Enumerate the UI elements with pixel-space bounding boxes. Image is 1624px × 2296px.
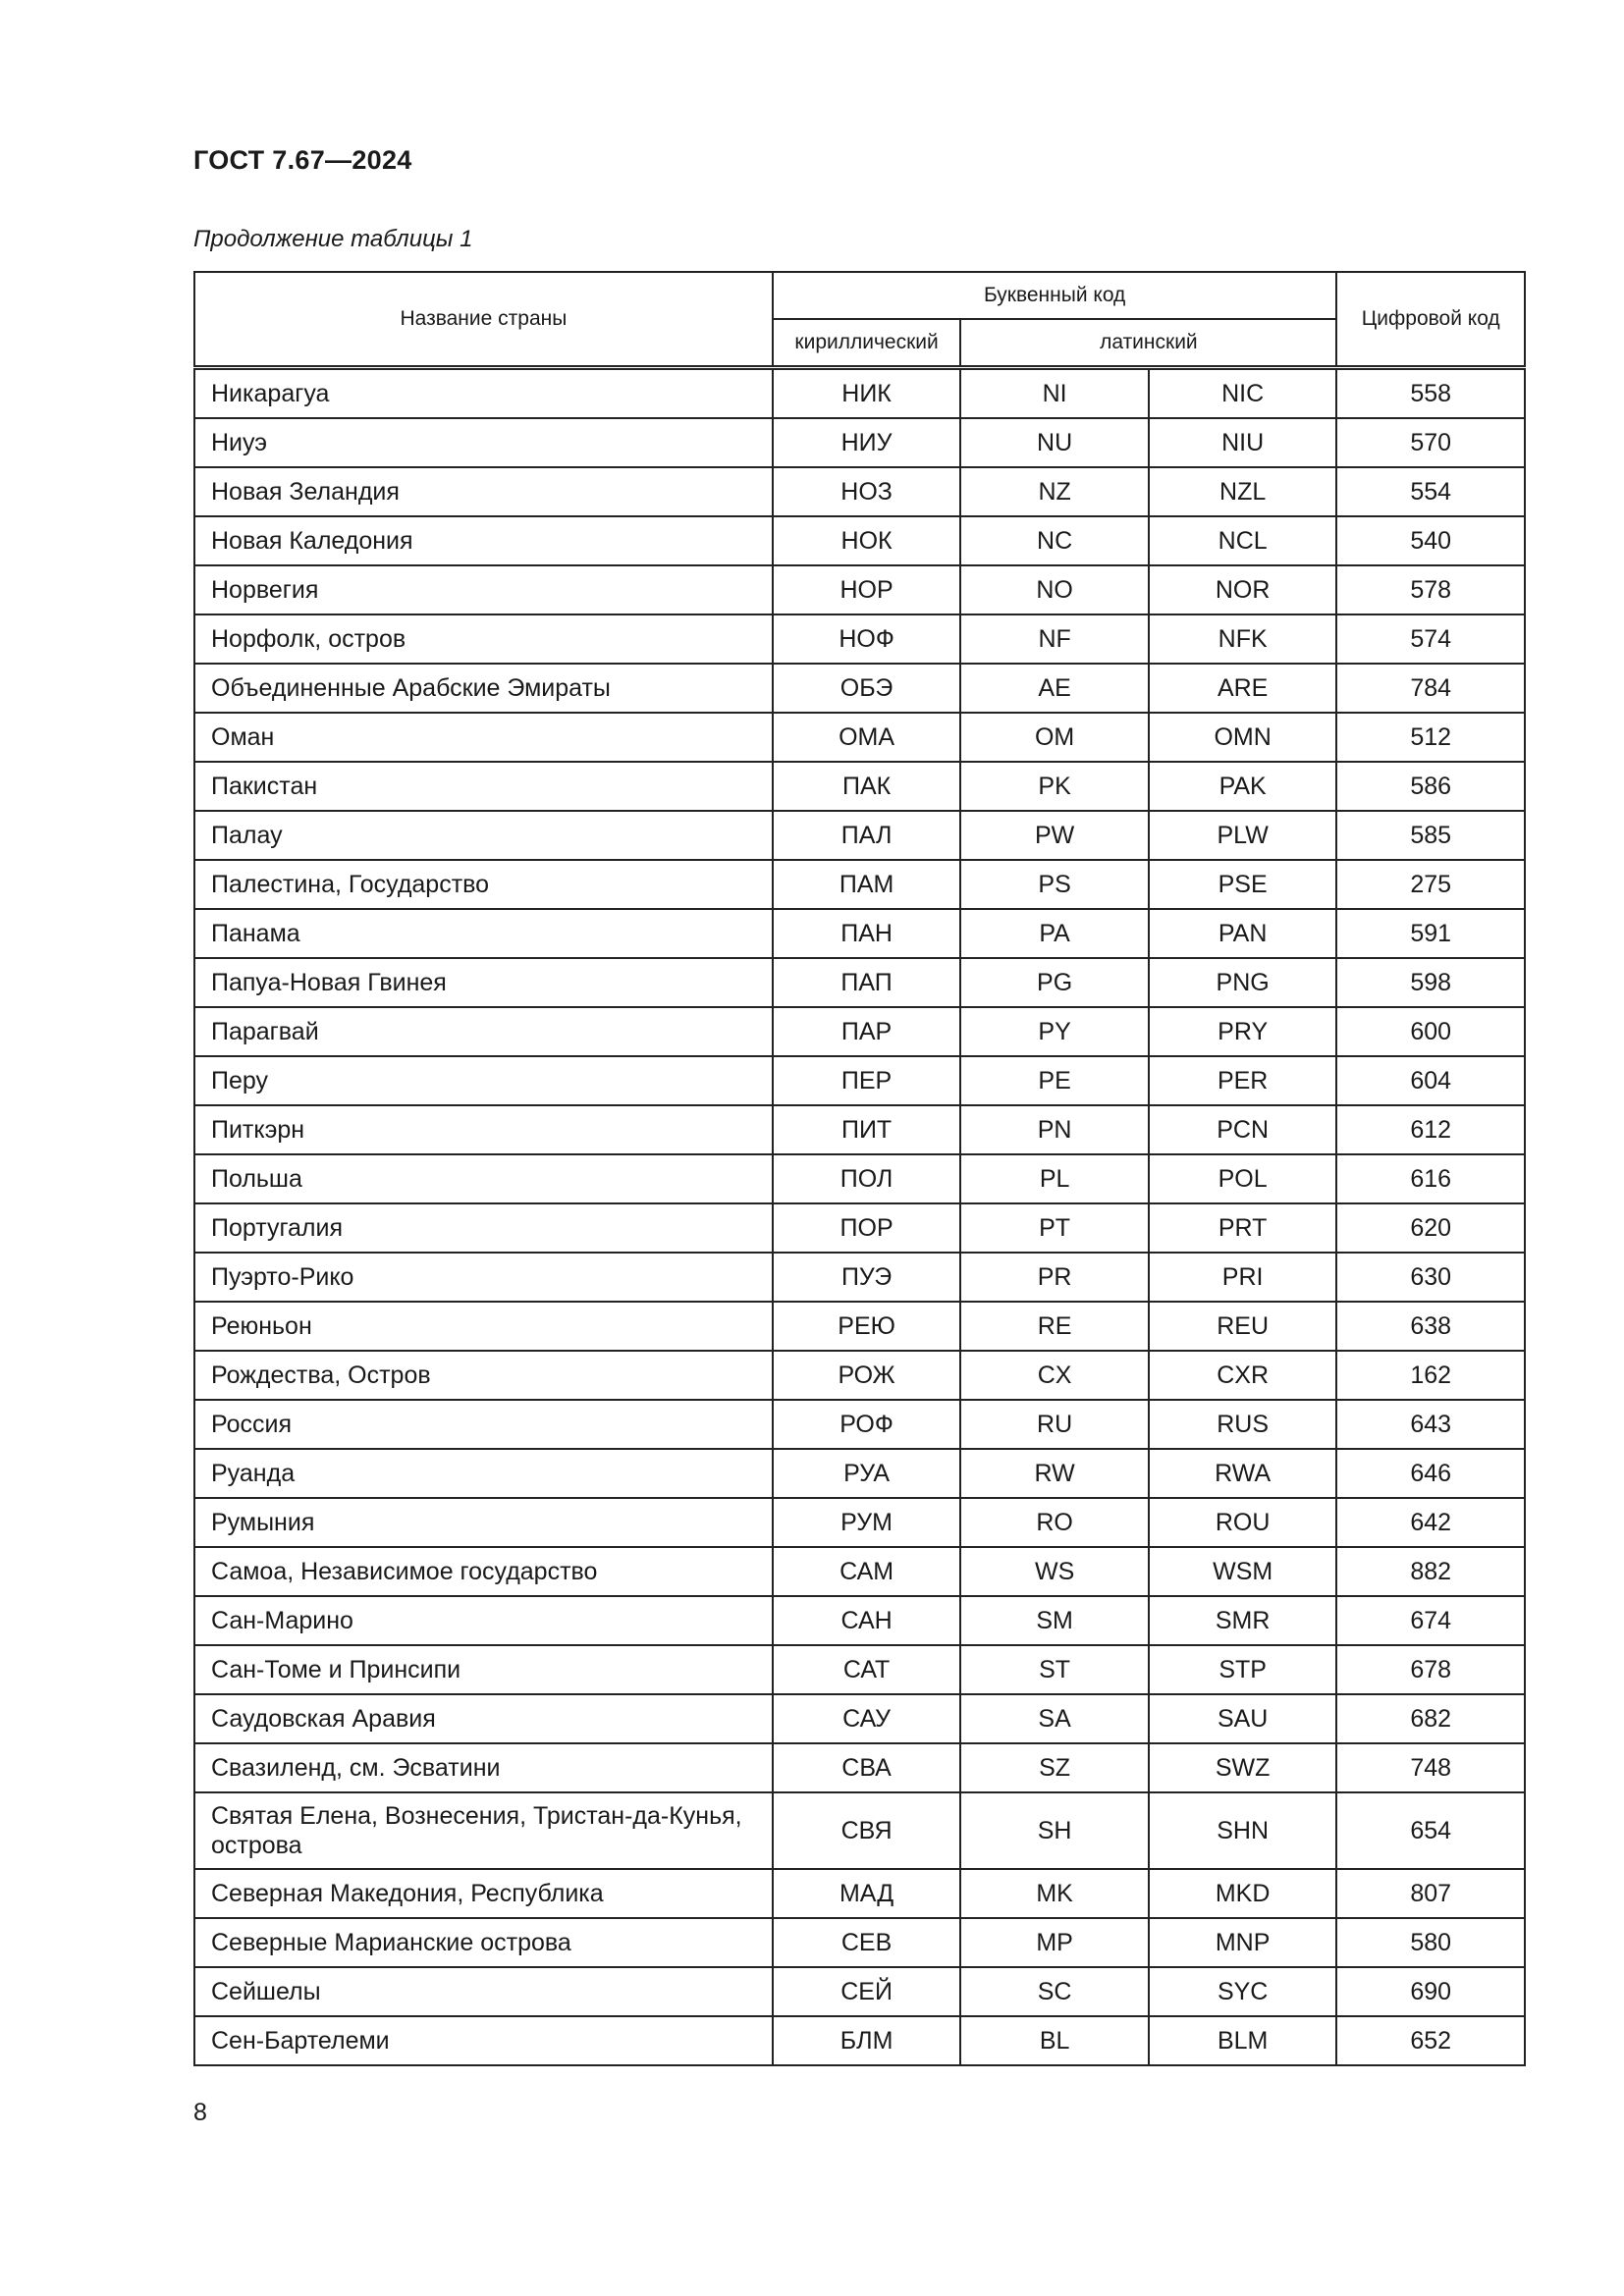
table-row [194, 1498, 1525, 1547]
country-name-cell: Португалия [194, 1203, 773, 1253]
cyrillic-code-cell: ОМА [773, 713, 961, 762]
latin3-code-cell: ROU [1149, 1498, 1337, 1547]
table-header [194, 272, 1525, 368]
country-name-cell: Россия [194, 1400, 773, 1449]
numeric-code-cell: 580 [1336, 1918, 1525, 1967]
country-name-cell: Румыния [194, 1498, 773, 1547]
numeric-code-cell: 591 [1336, 909, 1525, 958]
latin3-code-cell: NIU [1149, 418, 1337, 467]
table-row [194, 1449, 1525, 1498]
latin2-code-cell: MK [960, 1869, 1149, 1918]
country-name-cell: Парагвай [194, 1007, 773, 1056]
numeric-code-cell: 512 [1336, 713, 1525, 762]
cyrillic-code-cell: РЕЮ [773, 1302, 961, 1351]
latin2-code-cell: PE [960, 1056, 1149, 1105]
cyrillic-code-cell: ПАК [773, 762, 961, 811]
numeric-code-cell: 585 [1336, 811, 1525, 860]
country-name-cell: Руанда [194, 1449, 773, 1498]
table-row [194, 1596, 1525, 1645]
latin3-code-cell: ARE [1149, 664, 1337, 713]
cyrillic-code-cell: ОБЭ [773, 664, 961, 713]
latin3-code-cell: MNP [1149, 1918, 1337, 1967]
numeric-code-cell: 574 [1336, 614, 1525, 664]
latin2-code-cell: PR [960, 1253, 1149, 1302]
numeric-code-cell: 275 [1336, 860, 1525, 909]
numeric-code-cell: 652 [1336, 2016, 1525, 2065]
latin3-code-cell: SYC [1149, 1967, 1337, 2016]
table-row [194, 811, 1525, 860]
numeric-code-cell: 616 [1336, 1154, 1525, 1203]
cyrillic-code-cell: СЕВ [773, 1918, 961, 1967]
latin2-code-cell: NC [960, 516, 1149, 565]
numeric-code-cell: 600 [1336, 1007, 1525, 1056]
country-name-cell: Самоа, Независимое государство [194, 1547, 773, 1596]
cyrillic-code-cell: САТ [773, 1645, 961, 1694]
cyrillic-code-cell: ПАН [773, 909, 961, 958]
country-name-cell: Сан-Марино [194, 1596, 773, 1645]
numeric-code-cell: 784 [1336, 664, 1525, 713]
cyrillic-code-cell: РУА [773, 1449, 961, 1498]
table-row [194, 1869, 1525, 1918]
country-name-cell: Сен-Бартелеми [194, 2016, 773, 2065]
table-row [194, 1743, 1525, 1792]
latin3-code-cell: PAK [1149, 762, 1337, 811]
latin2-code-cell: NF [960, 614, 1149, 664]
latin3-code-cell: WSM [1149, 1547, 1337, 1596]
cyrillic-code-cell: ПИТ [773, 1105, 961, 1154]
table-body [194, 368, 1525, 2066]
latin3-code-cell: PNG [1149, 958, 1337, 1007]
country-name-cell: Папуа-Новая Гвинея [194, 958, 773, 1007]
latin3-code-cell: STP [1149, 1645, 1337, 1694]
table-row [194, 1400, 1525, 1449]
header-country-name: Название страны [194, 272, 773, 368]
page-number: 8 [193, 2099, 207, 2126]
latin2-code-cell: CX [960, 1351, 1149, 1400]
cyrillic-code-cell: ПАЛ [773, 811, 961, 860]
cyrillic-code-cell: ПОР [773, 1203, 961, 1253]
cyrillic-code-cell: ПАР [773, 1007, 961, 1056]
numeric-code-cell: 690 [1336, 1967, 1525, 2016]
cyrillic-code-cell: БЛМ [773, 2016, 961, 2065]
latin3-code-cell: PLW [1149, 811, 1337, 860]
latin2-code-cell: SC [960, 1967, 1149, 2016]
country-codes-table [193, 271, 1526, 2066]
latin3-code-cell: PRI [1149, 1253, 1337, 1302]
table-row [194, 1694, 1525, 1743]
latin2-code-cell: AE [960, 664, 1149, 713]
latin3-code-cell: NOR [1149, 565, 1337, 614]
country-name-cell: Новая Зеландия [194, 467, 773, 516]
cyrillic-code-cell: ПАМ [773, 860, 961, 909]
country-name-cell: Ниуэ [194, 418, 773, 467]
table-row [194, 2016, 1525, 2065]
numeric-code-cell: 643 [1336, 1400, 1525, 1449]
table-row [194, 565, 1525, 614]
country-name-cell: Объединенные Арабские Эмираты [194, 664, 773, 713]
cyrillic-code-cell: ПУЭ [773, 1253, 961, 1302]
latin3-code-cell: PRT [1149, 1203, 1337, 1253]
header-latin: латинский [960, 319, 1336, 368]
latin3-code-cell: CXR [1149, 1351, 1337, 1400]
header-numeric-code: Цифровой код [1336, 272, 1525, 368]
cyrillic-code-cell: НОЗ [773, 467, 961, 516]
country-name-cell: Панама [194, 909, 773, 958]
latin2-code-cell: PT [960, 1203, 1149, 1253]
numeric-code-cell: 620 [1336, 1203, 1525, 1253]
latin3-code-cell: BLM [1149, 2016, 1337, 2065]
latin2-code-cell: RO [960, 1498, 1149, 1547]
numeric-code-cell: 882 [1336, 1547, 1525, 1596]
latin3-code-cell: NIC [1149, 368, 1337, 419]
latin3-code-cell: SWZ [1149, 1743, 1337, 1792]
country-name-cell: Северные Марианские острова [194, 1918, 773, 1967]
table-row [194, 664, 1525, 713]
country-name-cell: Палестина, Государство [194, 860, 773, 909]
latin2-code-cell: PA [960, 909, 1149, 958]
latin2-code-cell: OM [960, 713, 1149, 762]
numeric-code-cell: 554 [1336, 467, 1525, 516]
cyrillic-code-cell: РОФ [773, 1400, 961, 1449]
latin2-code-cell: ST [960, 1645, 1149, 1694]
latin3-code-cell: RUS [1149, 1400, 1337, 1449]
latin2-code-cell: SH [960, 1792, 1149, 1869]
table-row [194, 1056, 1525, 1105]
table-row [194, 516, 1525, 565]
cyrillic-code-cell: ПАП [773, 958, 961, 1007]
table-row [194, 958, 1525, 1007]
cyrillic-code-cell: ПОЛ [773, 1154, 961, 1203]
numeric-code-cell: 630 [1336, 1253, 1525, 1302]
latin2-code-cell: PK [960, 762, 1149, 811]
latin2-code-cell: SZ [960, 1743, 1149, 1792]
latin3-code-cell: NFK [1149, 614, 1337, 664]
country-name-cell: Сан-Томе и Принсипи [194, 1645, 773, 1694]
table-row [194, 1007, 1525, 1056]
cyrillic-code-cell: СВА [773, 1743, 961, 1792]
country-name-cell: Польша [194, 1154, 773, 1203]
table-row [194, 1154, 1525, 1203]
latin3-code-cell: NZL [1149, 467, 1337, 516]
country-name-cell: Реюньон [194, 1302, 773, 1351]
country-name-cell: Питкэрн [194, 1105, 773, 1154]
table-row [194, 467, 1525, 516]
numeric-code-cell: 682 [1336, 1694, 1525, 1743]
numeric-code-cell: 598 [1336, 958, 1525, 1007]
table-row [194, 1253, 1525, 1302]
table-row [194, 1918, 1525, 1967]
latin2-code-cell: NZ [960, 467, 1149, 516]
cyrillic-code-cell: НИУ [773, 418, 961, 467]
latin2-code-cell: PL [960, 1154, 1149, 1203]
table-row [194, 762, 1525, 811]
country-name-cell: Саудовская Аравия [194, 1694, 773, 1743]
country-name-cell: Пуэрто-Рико [194, 1253, 773, 1302]
latin2-code-cell: PY [960, 1007, 1149, 1056]
numeric-code-cell: 674 [1336, 1596, 1525, 1645]
cyrillic-code-cell: САМ [773, 1547, 961, 1596]
country-name-cell: Оман [194, 713, 773, 762]
latin2-code-cell: RW [960, 1449, 1149, 1498]
country-name-cell: Новая Каледония [194, 516, 773, 565]
numeric-code-cell: 578 [1336, 565, 1525, 614]
cyrillic-code-cell: САН [773, 1596, 961, 1645]
latin2-code-cell: SM [960, 1596, 1149, 1645]
latin3-code-cell: PRY [1149, 1007, 1337, 1056]
country-name-cell: Норвегия [194, 565, 773, 614]
table-row [194, 1967, 1525, 2016]
latin3-code-cell: SHN [1149, 1792, 1337, 1869]
numeric-code-cell: 162 [1336, 1351, 1525, 1400]
latin3-code-cell: REU [1149, 1302, 1337, 1351]
country-name-cell: Северная Македония, Республика [194, 1869, 773, 1918]
latin2-code-cell: PW [960, 811, 1149, 860]
country-name-cell: Палау [194, 811, 773, 860]
latin2-code-cell: MP [960, 1918, 1149, 1967]
latin3-code-cell: PCN [1149, 1105, 1337, 1154]
latin3-code-cell: POL [1149, 1154, 1337, 1203]
cyrillic-code-cell: СВЯ [773, 1792, 961, 1869]
latin3-code-cell: RWA [1149, 1449, 1337, 1498]
latin2-code-cell: NU [960, 418, 1149, 467]
numeric-code-cell: 646 [1336, 1449, 1525, 1498]
table-row [194, 1547, 1525, 1596]
country-name-cell: Рождества, Остров [194, 1351, 773, 1400]
country-name-cell: Перу [194, 1056, 773, 1105]
table-row [194, 860, 1525, 909]
table-row [194, 368, 1525, 419]
table-row [194, 1792, 1525, 1869]
numeric-code-cell: 586 [1336, 762, 1525, 811]
latin3-code-cell: OMN [1149, 713, 1337, 762]
table-row [194, 1203, 1525, 1253]
numeric-code-cell: 612 [1336, 1105, 1525, 1154]
latin2-code-cell: PS [960, 860, 1149, 909]
latin2-code-cell: PN [960, 1105, 1149, 1154]
numeric-code-cell: 558 [1336, 368, 1525, 419]
numeric-code-cell: 678 [1336, 1645, 1525, 1694]
numeric-code-cell: 748 [1336, 1743, 1525, 1792]
latin2-code-cell: SA [960, 1694, 1149, 1743]
header-letter-code: Буквенный код [773, 272, 1337, 319]
cyrillic-code-cell: МАД [773, 1869, 961, 1918]
latin3-code-cell: PAN [1149, 909, 1337, 958]
cyrillic-code-cell: НИК [773, 368, 961, 419]
cyrillic-code-cell: РУМ [773, 1498, 961, 1547]
cyrillic-code-cell: НОР [773, 565, 961, 614]
header-cyrillic: кириллический [773, 319, 961, 368]
latin2-code-cell: WS [960, 1547, 1149, 1596]
latin2-code-cell: BL [960, 2016, 1149, 2065]
numeric-code-cell: 638 [1336, 1302, 1525, 1351]
latin3-code-cell: PSE [1149, 860, 1337, 909]
country-name-cell: Норфолк, остров [194, 614, 773, 664]
country-name-cell: Пакистан [194, 762, 773, 811]
cyrillic-code-cell: НОФ [773, 614, 961, 664]
numeric-code-cell: 604 [1336, 1056, 1525, 1105]
table-row [194, 1351, 1525, 1400]
cyrillic-code-cell: НОК [773, 516, 961, 565]
cyrillic-code-cell: ПЕР [773, 1056, 961, 1105]
latin2-code-cell: NO [960, 565, 1149, 614]
latin2-code-cell: PG [960, 958, 1149, 1007]
latin3-code-cell: SAU [1149, 1694, 1337, 1743]
country-name-cell: Свазиленд, см. Эсватини [194, 1743, 773, 1792]
table-row [194, 1105, 1525, 1154]
latin3-code-cell: SMR [1149, 1596, 1337, 1645]
numeric-code-cell: 540 [1336, 516, 1525, 565]
table-caption: Продолжение таблицы 1 [193, 226, 473, 252]
cyrillic-code-cell: СЕЙ [773, 1967, 961, 2016]
numeric-code-cell: 570 [1336, 418, 1525, 467]
cyrillic-code-cell: САУ [773, 1694, 961, 1743]
country-name-cell: Святая Елена, Вознесения, Тристан-да-Кунья, острова [194, 1792, 773, 1869]
numeric-code-cell: 642 [1336, 1498, 1525, 1547]
latin3-code-cell: NCL [1149, 516, 1337, 565]
latin2-code-cell: RU [960, 1400, 1149, 1449]
table-row [194, 1645, 1525, 1694]
numeric-code-cell: 654 [1336, 1792, 1525, 1869]
table-row [194, 418, 1525, 467]
numeric-code-cell: 807 [1336, 1869, 1525, 1918]
latin2-code-cell: NI [960, 368, 1149, 419]
country-name-cell: Сейшелы [194, 1967, 773, 2016]
table-row [194, 909, 1525, 958]
table-row [194, 713, 1525, 762]
country-name-cell: Никарагуа [194, 368, 773, 419]
latin2-code-cell: RE [960, 1302, 1149, 1351]
table-row [194, 614, 1525, 664]
cyrillic-code-cell: РОЖ [773, 1351, 961, 1400]
table-row [194, 1302, 1525, 1351]
latin3-code-cell: MKD [1149, 1869, 1337, 1918]
latin3-code-cell: PER [1149, 1056, 1337, 1105]
document-title: ГОСТ 7.67—2024 [193, 145, 412, 175]
